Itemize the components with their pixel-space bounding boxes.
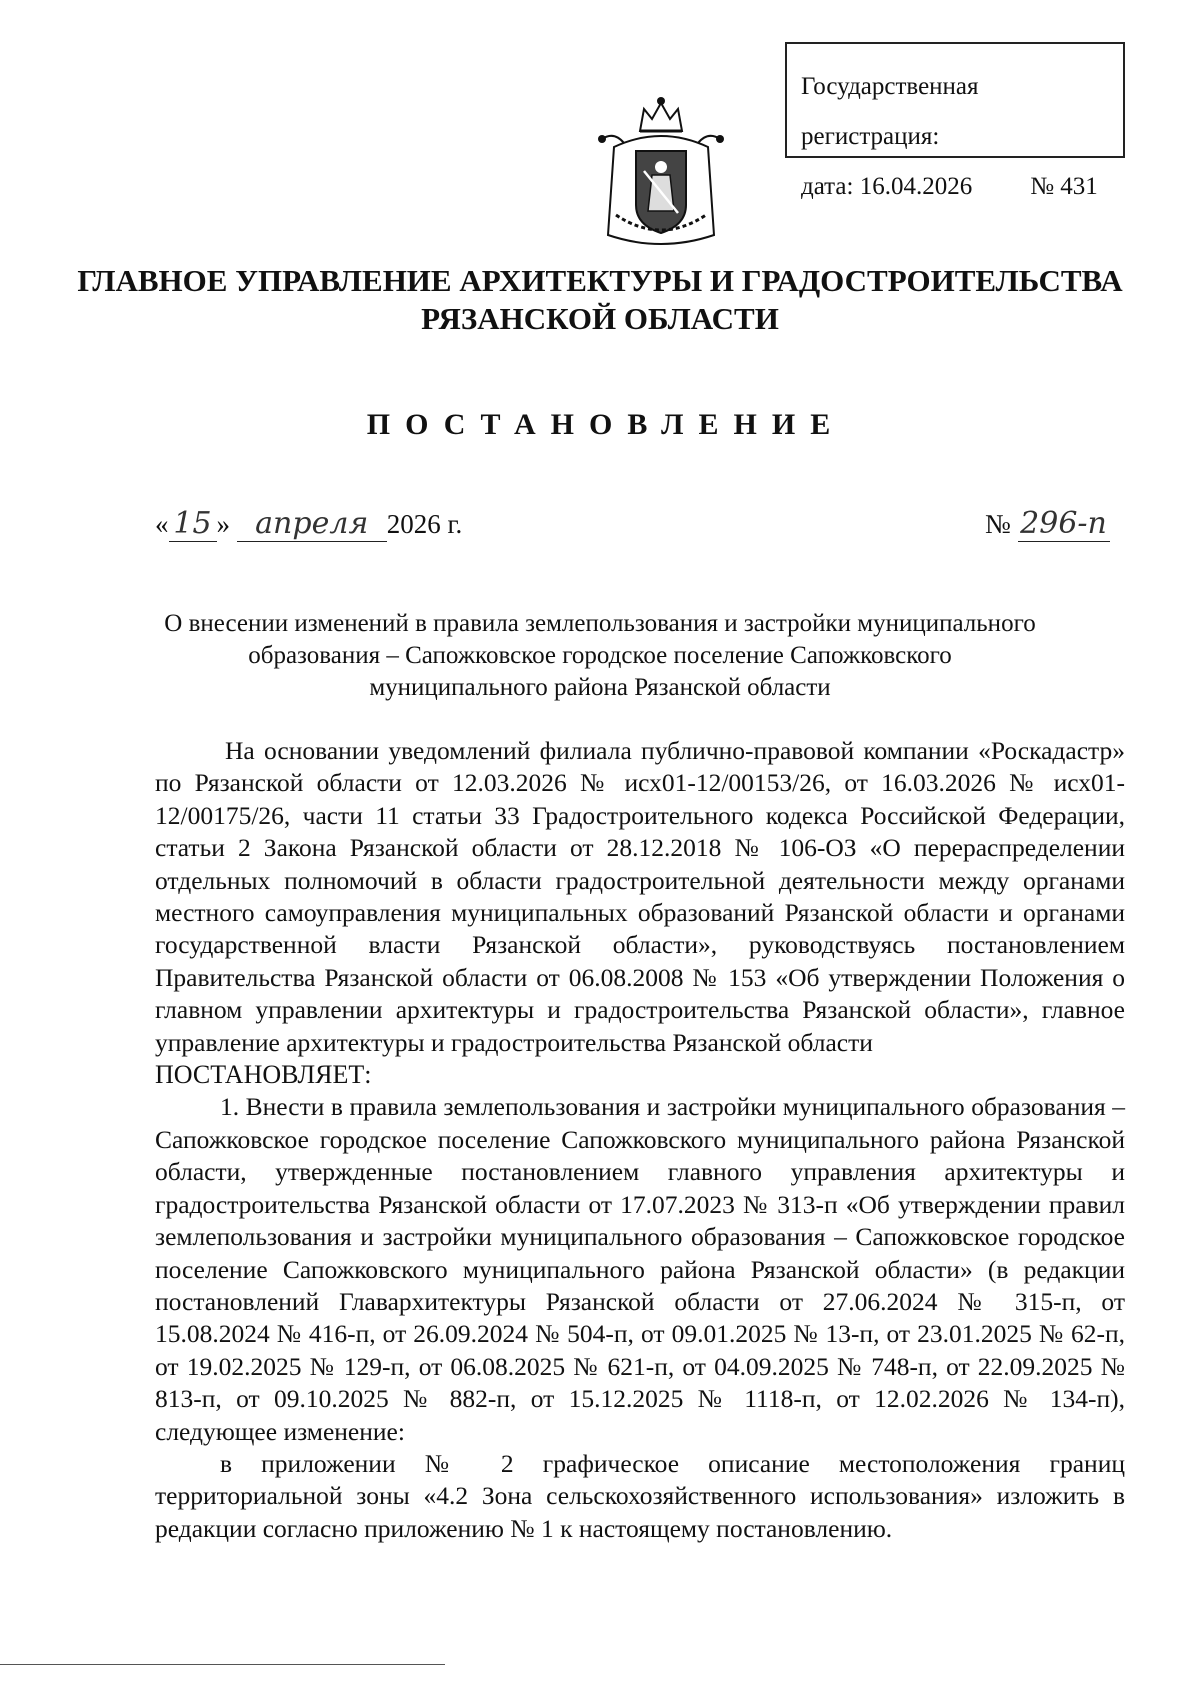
registration-number: № 431 bbox=[1030, 173, 1098, 200]
decree-body bbox=[155, 735, 1125, 1545]
item-1-paragraph: 1. Внести в правила землепользования и застройки муниципального образования – Сапожковское городское поселение Сапожковского муниципального района Рязанской области, утвержденные постановлением главного управления архитектуры и градостроительства Рязанской области от 17.07.2023 № 313-п «Об утверждении правил землепользования и застройки муниципального образования – Сапожковское городское поселение Сапожковского муниципального района Рязанской области» (в редакции постановлений Главархитектуры Рязанской области от 27.06.2024 № 315-п, от 15.08.2024 № 416-п, от 26.09.2024 № 504-п, от 09.01.2025 № 13-п, от 23.01.2025 № 62-п, от 19.02.2025 № 129-п, от 06.08.2025 № 621-п, от 04.09.2025 № 748-п, от 22.09.2025 № 813-п, от 09.10.2025 № 882-п, от 15.12.2025 № 1118-п, от 12.02.2026 № 134-п), следующее изменение: bbox=[155, 1092, 1125, 1446]
date-open-quote: « bbox=[155, 509, 169, 539]
decree-number-handwritten: 296-п bbox=[1018, 506, 1110, 542]
decree-date bbox=[155, 506, 462, 542]
decree-word: ПОСТАНОВЛЯЕТ: bbox=[155, 1060, 372, 1090]
registration-date: дата: 16.04.2026 bbox=[801, 173, 973, 200]
registration-label: Государственная регистрация: bbox=[801, 73, 979, 150]
date-close-quote: » bbox=[216, 509, 230, 539]
date-month-handwritten: апреля bbox=[237, 506, 387, 542]
subject-line-2: образования – Сапожковское городское поселение Сапожковского bbox=[248, 642, 952, 669]
subject-line-3: муниципального района Рязанской области bbox=[369, 674, 831, 701]
subject-line-1: О внесении изменений в правила землепользования и застройки муниципального bbox=[164, 610, 1036, 637]
item-1-detail-paragraph: в приложении № 2 графическое описание местоположения границ территориальной зоны «4.2 Зона сельскохозяйственного использования» изложить в редакции согласно приложению № 1 к настоящему постановлению. bbox=[155, 1448, 1125, 1543]
date-day-handwritten: 15 bbox=[169, 506, 217, 542]
date-year: 2026 г. bbox=[386, 509, 463, 539]
registration-stamp bbox=[785, 42, 1125, 200]
decree-number-label: № bbox=[985, 509, 1011, 539]
coat-of-arms-icon bbox=[594, 95, 728, 255]
bottom-divider bbox=[0, 1664, 445, 1665]
decree-number bbox=[985, 506, 1110, 542]
preamble-paragraph: На основании уведомлений филиала публично-правовой компании «Роскадастр» по Рязанской области от 12.03.2026 № исх01-12/00153/26, от 16.03.2026 № исх01-12/00175/26, части 11 статьи 33 Градостроительного кодекса Российской Федерации, статьи 2 Закона Рязанской области от 28.12.2018 № 106-ОЗ «О перераспределении отдельных полномочий в области градостроительной деятельности между органами местного самоуправления муниципальных образований Рязанской области и органами государственной власти Рязанской области», руководствуясь постановлением Правительства Рязанской области от 06.08.2008 № 153 «Об утверждении Положения о главном управлении архитектуры и градостроительства Рязанской области», главное управление архитектуры и градостроительства Рязанской области bbox=[155, 736, 1125, 1057]
organization-line-1: ГЛАВНОЕ УПРАВЛЕНИЕ АРХИТЕКТУРЫ И ГРАДОСТРОИТЕЛЬСТВА bbox=[77, 263, 1123, 298]
document-type-title: ПОСТАНОВЛЕНИЕ bbox=[366, 408, 846, 441]
organization-line-2: РЯЗАНСКОЙ ОБЛАСТИ bbox=[421, 301, 779, 336]
organization-header bbox=[0, 262, 1200, 338]
decree-subject bbox=[150, 608, 1050, 704]
